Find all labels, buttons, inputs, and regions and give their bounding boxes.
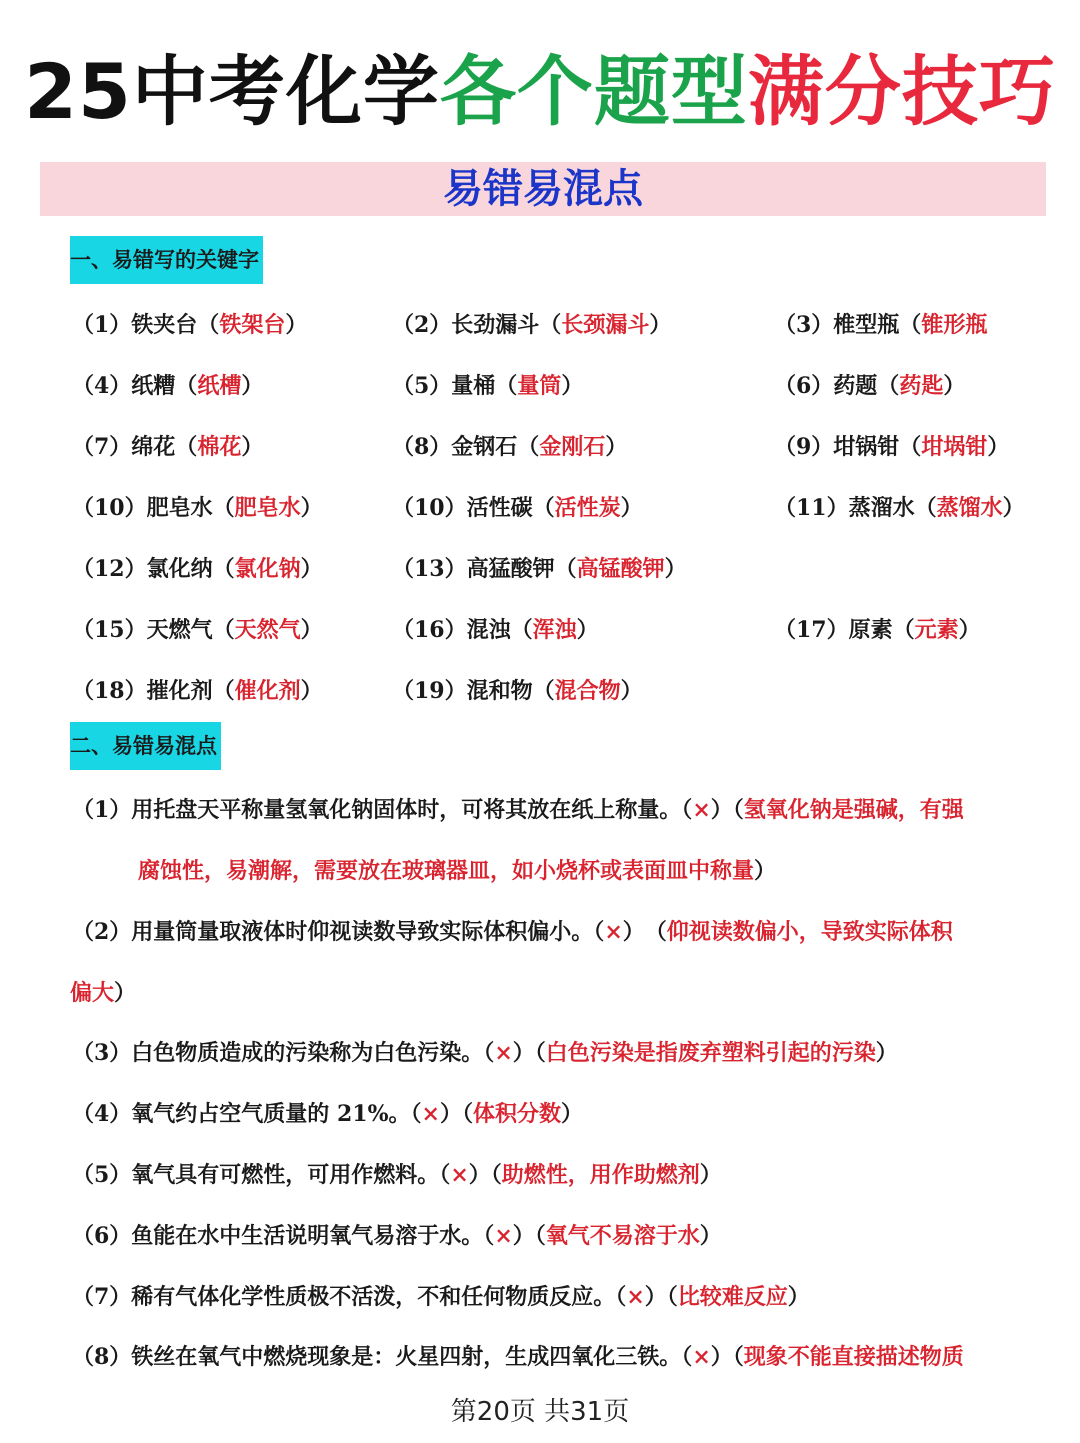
page-title	[0, 42, 1080, 142]
paren-separator: ）（	[512, 1223, 546, 1249]
keyword-item	[774, 427, 1009, 467]
closing-paren: ）	[1002, 495, 1025, 521]
correction-text: 氢氧化钠是强碱，有强	[743, 797, 964, 823]
section-2-heading: 二、易错易混点	[70, 722, 221, 770]
closing-paren: ）	[560, 1101, 583, 1127]
statement-text: （2）用量筒量取液体时仰视读数导致实际体积偏小。（	[72, 919, 605, 945]
keyword-item	[72, 488, 323, 528]
paren-separator: ）（	[710, 797, 744, 823]
keyword-item	[72, 671, 323, 711]
misspelled-term: （9）坩锅钳（	[774, 434, 922, 460]
misspelled-term: （7）绵花（	[72, 434, 198, 460]
mistake-line	[70, 973, 136, 1013]
correction-text: 体积分数	[472, 1101, 561, 1127]
closing-paren: ）	[699, 1162, 722, 1188]
title-part-1: 25中考化学	[24, 47, 440, 136]
mistake-line	[72, 912, 953, 952]
closing-paren: ）	[300, 495, 323, 521]
correct-term: 催化剂	[234, 678, 301, 704]
keyword-row	[0, 488, 1080, 528]
wrong-mark: ×	[692, 797, 711, 823]
keyword-row	[0, 549, 1080, 589]
correction-text: 白色污染是指废弃塑料引起的污染	[545, 1040, 876, 1066]
misspelled-term: （8）金钢石（	[392, 434, 540, 460]
correct-term: 量筒	[517, 373, 562, 399]
wrong-mark: ×	[421, 1101, 440, 1127]
closing-paren: ）	[649, 312, 672, 338]
statement-text: （6）鱼能在水中生活说明氧气易溶于水。（	[72, 1223, 495, 1249]
correct-term: 坩埚钳	[921, 434, 988, 460]
misspelled-term: （16）混浊（	[392, 617, 533, 643]
correct-term: 锥形瓶	[921, 312, 988, 338]
paren-separator: ）（	[468, 1162, 502, 1188]
statement-text: （1）用托盘天平称量氢氧化钠固体时，可将其放在纸上称量。（	[72, 797, 693, 823]
keyword-item	[392, 549, 687, 589]
misspelled-term: （11）蒸溜水（	[774, 495, 937, 521]
paren-separator: ）（	[512, 1040, 546, 1066]
closing-paren: ）	[754, 858, 777, 884]
correction-text: 助燃性，用作助燃剂	[501, 1162, 700, 1188]
keyword-item	[72, 366, 263, 406]
correct-term: 棉花	[197, 434, 242, 460]
closing-paren: ）	[285, 312, 308, 338]
closing-paren: ）	[875, 1040, 898, 1066]
correction-text: 比较难反应	[677, 1284, 788, 1310]
closing-paren: ）	[241, 434, 264, 460]
keyword-item	[392, 610, 599, 650]
statement-text: （5）氧气具有可燃性，可用作燃料。（	[72, 1162, 451, 1188]
correct-term: 天然气	[234, 617, 301, 643]
mistake-line	[72, 1033, 898, 1073]
keyword-item	[392, 366, 583, 406]
title-part-3: 满分技巧	[747, 47, 1056, 136]
misspelled-term: （15）天燃气（	[72, 617, 235, 643]
wrong-mark: ×	[494, 1223, 513, 1249]
closing-paren: ）	[987, 434, 1010, 460]
correct-term: 药匙	[899, 373, 944, 399]
paren-separator: ）（	[644, 1284, 678, 1310]
misspelled-term: （10）活性碳（	[392, 495, 555, 521]
closing-paren: ）	[300, 617, 323, 643]
correct-term: 铁架台	[219, 312, 286, 338]
keyword-item	[72, 427, 263, 467]
misspelled-term: （3）椎型瓶（	[774, 312, 922, 338]
misspelled-term: （1）铁夹台（	[72, 312, 220, 338]
mistake-line	[72, 1094, 583, 1134]
closing-paren: ）	[561, 373, 584, 399]
closing-paren: ）	[114, 980, 137, 1006]
misspelled-term: （12）氯化纳（	[72, 556, 235, 582]
correction-text: 腐蚀性，易潮解，需要放在玻璃器皿，如小烧杯或表面皿中称量	[138, 858, 755, 884]
statement-text: （3）白色物质造成的污染称为白色污染。（	[72, 1040, 495, 1066]
keyword-item	[774, 488, 1025, 528]
page-footer: 第20页 共31页	[450, 1397, 630, 1427]
misspelled-term: （6）药题（	[774, 373, 900, 399]
misspelled-term: （18）摧化剂（	[72, 678, 235, 704]
keyword-item	[392, 427, 627, 467]
paren-separator: ） （	[622, 919, 667, 945]
closing-paren: ）	[241, 373, 264, 399]
correct-term: 金刚石	[539, 434, 606, 460]
closing-paren: ）	[943, 373, 966, 399]
correct-term: 长颈漏斗	[561, 312, 650, 338]
correct-term: 氯化钠	[234, 556, 301, 582]
keyword-item	[392, 305, 671, 345]
correct-term: 活性炭	[554, 495, 621, 521]
closing-paren: ）	[787, 1284, 810, 1310]
correction-text: 仰视读数偏小，导致实际体积	[666, 919, 953, 945]
correction-text: 偏大	[70, 980, 115, 1006]
keyword-item	[774, 366, 965, 406]
closing-paren: ）	[620, 678, 643, 704]
keyword-item	[72, 305, 307, 345]
misspelled-term: （17）原素（	[774, 617, 915, 643]
closing-paren: ）	[300, 556, 323, 582]
correction-text: 氧气不易溶于水	[545, 1223, 700, 1249]
correct-term: 混合物	[554, 678, 621, 704]
keyword-item	[774, 305, 987, 345]
correction-text: 现象不能直接描述物质	[743, 1344, 964, 1370]
correct-term: 元素	[914, 617, 959, 643]
correct-term: 肥皂水	[234, 495, 301, 521]
keyword-row	[0, 671, 1080, 711]
correct-term: 浑浊	[532, 617, 577, 643]
keyword-item	[72, 610, 323, 650]
correct-term: 高锰酸钾	[576, 556, 665, 582]
section-1-heading: 一、易错写的关键字	[70, 236, 263, 284]
mistake-line	[72, 1277, 810, 1317]
closing-paren: ）	[620, 495, 643, 521]
keyword-row	[0, 427, 1080, 467]
misspelled-term: （2）长劲漏斗（	[392, 312, 562, 338]
closing-paren: ）	[605, 434, 628, 460]
wrong-mark: ×	[604, 919, 623, 945]
mistake-line	[72, 790, 964, 830]
misspelled-term: （10）肥皂水（	[72, 495, 235, 521]
misspelled-term: （19）混和物（	[392, 678, 555, 704]
closing-paren: ）	[958, 617, 981, 643]
section-banner: 易错易混点	[40, 162, 1046, 216]
paren-separator: ）（	[439, 1101, 473, 1127]
mistake-line	[72, 1155, 722, 1195]
correct-term: 蒸馏水	[936, 495, 1003, 521]
wrong-mark: ×	[626, 1284, 645, 1310]
misspelled-term: （4）纸糟（	[72, 373, 198, 399]
keyword-item	[774, 610, 981, 650]
keyword-item	[392, 671, 643, 711]
title-part-2: 各个题型	[439, 47, 748, 136]
wrong-mark: ×	[692, 1344, 711, 1370]
closing-paren: ）	[664, 556, 687, 582]
mistake-line	[72, 1337, 964, 1377]
closing-paren: ）	[576, 617, 599, 643]
wrong-mark: ×	[450, 1162, 469, 1188]
misspelled-term: （13）高猛酸钾（	[392, 556, 577, 582]
statement-text: （8）铁丝在氧气中燃烧现象是：火星四射，生成四氧化三铁。（	[72, 1344, 693, 1370]
closing-paren: ）	[699, 1223, 722, 1249]
mistake-line	[138, 851, 776, 891]
statement-text: （4）氧气约占空气质量的 21%。（	[72, 1101, 422, 1127]
wrong-mark: ×	[494, 1040, 513, 1066]
statement-text: （7）稀有气体化学性质极不活泼，不和任何物质反应。（	[72, 1284, 627, 1310]
keyword-row	[0, 366, 1080, 406]
misspelled-term: （5）量桶（	[392, 373, 518, 399]
correct-term: 纸槽	[197, 373, 242, 399]
keyword-item	[392, 488, 643, 528]
keyword-row	[0, 305, 1080, 345]
mistake-line	[72, 1216, 722, 1256]
paren-separator: ）（	[710, 1344, 744, 1370]
keyword-item	[72, 549, 323, 589]
keyword-row	[0, 610, 1080, 650]
closing-paren: ）	[300, 678, 323, 704]
